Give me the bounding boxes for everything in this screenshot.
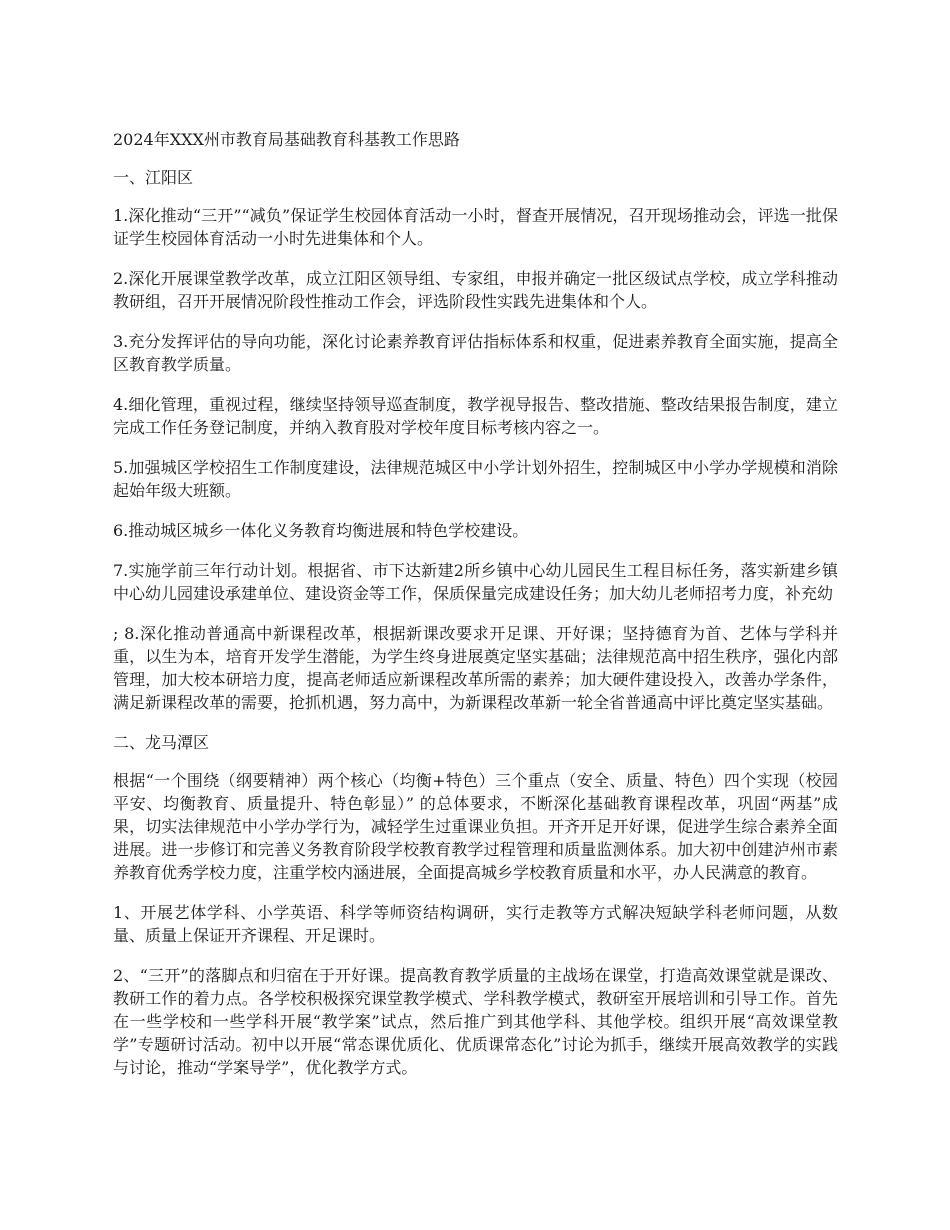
paragraph: 5.加强城区学校招生工作制度建设，法律规范城区中小学计划外招生，控制城区中小学办学规模和消除起始年级大班额。 bbox=[113, 458, 838, 500]
section-heading-longmatan: 二、龙马潭区 bbox=[113, 733, 210, 752]
section-heading-jiangyang: 一、江阳区 bbox=[113, 168, 194, 187]
paragraph: 4.细化管理，重视过程，继续坚持领导巡查制度，教学视导报告、整改措施、整改结果报告制度，建立完成工作任务登记制度，并纳入教育股对学校年度目标考核内容之一。 bbox=[113, 395, 838, 437]
paragraph: 2、“三开”的落脚点和归宿在于开好课。提高教育教学质量的主战场在课堂，打造高效课堂就是课改、教研工作的着力点。各学校积极探究课堂教学模式、学科教学模式，教研室开展培训和引导工作。首先在一些学校和一些学科开展“教学案”试点，然后推广到其他学科、其他学校。组织开展“高效课堂教学”专题研讨活动。初中以开展“常态课优质化、优质课常态化”讨论为抓手，继续开展高效教学的实践与讨论，推动“学案导学”，优化教学方式。 bbox=[113, 966, 838, 1077]
paragraph: 6.推动城区城乡一体化义务教育均衡进展和特色学校建设。 bbox=[113, 521, 529, 540]
paragraph: 1、开展艺体学科、小学英语、科学等师资结构调研，实行走教等方式解决短缺学科老师问题，从数量、质量上保证开齐课程、开足课时。 bbox=[113, 903, 838, 945]
paragraph: 2.深化开展课堂教学改革，成立江阳区领导组、专家组，申报并确定一批区级试点学校，成立学科推动教研组，召开开展情况阶段性推动工作会，评选阶段性实践先进集体和个人。 bbox=[113, 269, 838, 311]
paragraph: 根据“一个围绕（纲要精神）两个核心（均衡+特色）三个重点（安全、质量、特色）四个实现（校园平安、均衡教育、质量提升、特色彰显）” 的总体要求，不断深化基础教育课程改革，巩固“两基”成果，切实法律规范中小学办学行为，减轻学生过重课业负担。开齐开足开好课，促进学生综合素养全面进展。进一步修订和完善义务教育阶段学校教育教学过程管理和质量监测体系。加大初中创建泸州市素养教育优秀学校力度，注重学校内涵进展，全面提高城乡学校教育质量和水平，办人民满意的教育。 bbox=[113, 771, 838, 882]
document-title: 2024年XXX州市教育局基础教育科基教工作思路 bbox=[113, 130, 460, 149]
paragraph: 1.深化推动“三开”“减负”保证学生校园体育活动一小时，督查开展情况，召开现场推动会，评选一批保证学生校园体育活动一小时先进集体和个人。 bbox=[113, 206, 838, 248]
paragraph: 3.充分发挥评估的导向功能，深化讨论素养教育评估指标体系和权重，促进素养教育全面实施，提高全区教育教学质量。 bbox=[113, 332, 838, 374]
document-page bbox=[113, 128, 838, 1096]
paragraph: 7.实施学前三年行动计划。根据省、市下达新建2所乡镇中心幼儿园民生工程目标任务，落实新建乡镇中心幼儿园建设承建单位、建设资金等工作，保质保量完成建设任务；加大幼儿老师招考力度，补充幼 bbox=[113, 561, 838, 603]
paragraph: ; 8.深化推动普通高中新课程改革，根据新课改要求开足课、开好课；坚持德育为首、艺体与学科并重，以生为本，培育开发学生潜能，为学生终身进展奠定坚实基础；法律规范高中招生秩序，强化内部管理，加大校本研培力度，提高老师适应新课程改革所需的素养；加大硬件建设投入，改善办学条件，满足新课程改革的需要，抢抓机遇，努力高中，为新课程改革新一轮全省普通高中评比奠定坚实基础。 bbox=[113, 624, 838, 712]
